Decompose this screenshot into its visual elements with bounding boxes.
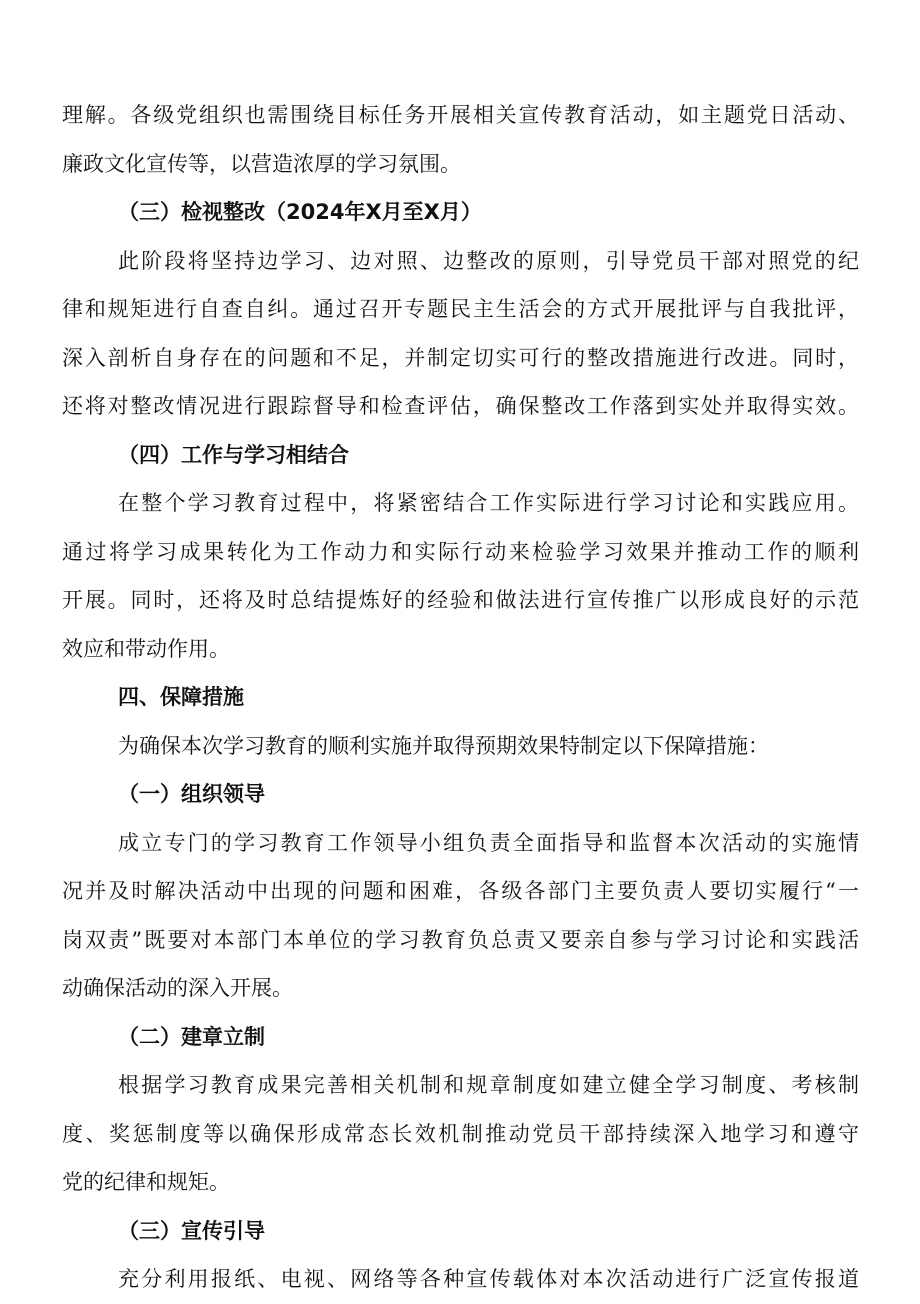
document-page xyxy=(62,91,859,1304)
paragraph-line: 深入剖析自身存在的问题和不足，并制定切实可行的整改措施进行改进。同时， xyxy=(62,345,859,370)
paragraph-line: 廉政文化宣传等，以营造浓厚的学习氛围。 xyxy=(62,151,461,176)
paragraph-line: 为确保本次学习教育的顺利实施并取得预期效果特制定以下保障措施： xyxy=(118,733,769,758)
section-heading: （一）组织领导 xyxy=(118,782,265,806)
paragraph-line: 理解。各级党组织也需围绕目标任务开展相关宣传教育活动，如主题党日活动、 xyxy=(62,103,859,127)
section-heading: （三）检视整改（2024年X月至X月） xyxy=(118,200,482,224)
paragraph-line: 党的纪律和规矩。 xyxy=(62,1170,230,1194)
paragraph-line: 效应和带动作用。 xyxy=(62,636,230,661)
chapter-heading: 四、保障措施 xyxy=(118,685,244,709)
paragraph-line: 况并及时解决活动中出现的问题和困难，各级各部门主要负责人要切实履行“一 xyxy=(62,879,859,903)
section-heading: （二）建章立制 xyxy=(118,1024,265,1049)
paragraph-line: 充分利用报纸、电视、网络等各种宣传载体对本次活动进行广泛宣传报道 xyxy=(118,1267,859,1291)
paragraph-line: 在整个学习教育过程中，将紧密结合工作实际进行学习讨论和实践应用。 xyxy=(118,491,859,515)
paragraph-line: 成立专门的学习教育工作领导小组负责全面指导和监督本次活动的实施情 xyxy=(118,830,859,855)
paragraph-line: 还将对整改情况进行跟踪督导和检查评估，确保整改工作落到实处并取得实效。 xyxy=(62,394,859,418)
section-heading: （四）工作与学习相结合 xyxy=(118,442,349,467)
section-heading: （三）宣传引导 xyxy=(118,1218,265,1243)
paragraph-line: 通过将学习成果转化为工作动力和实际行动来检验学习效果并推动工作的顺利 xyxy=(62,539,859,564)
paragraph-line: 度、奖惩制度等以确保形成常态长效机制推动党员干部持续深入地学习和遵守 xyxy=(62,1121,859,1146)
paragraph-line: 岗双责”既要对本部门本单位的学习教育负总责又要亲自参与学习讨论和实践活 xyxy=(62,927,859,952)
paragraph-line: 动确保活动的深入开展。 xyxy=(62,976,293,1000)
paragraph-line: 此阶段将坚持边学习、边对照、边整改的原则，引导党员干部对照党的纪 xyxy=(118,248,859,273)
paragraph-line: 根据学习教育成果完善相关机制和规章制度如建立健全学习制度、考核制 xyxy=(118,1073,859,1097)
paragraph-line: 律和规矩进行自查自纠。通过召开专题民主生活会的方式开展批评与自我批评， xyxy=(62,297,859,321)
paragraph-line: 开展。同时，还将及时总结提炼好的经验和做法进行宣传推广以形成良好的示范 xyxy=(62,588,859,612)
